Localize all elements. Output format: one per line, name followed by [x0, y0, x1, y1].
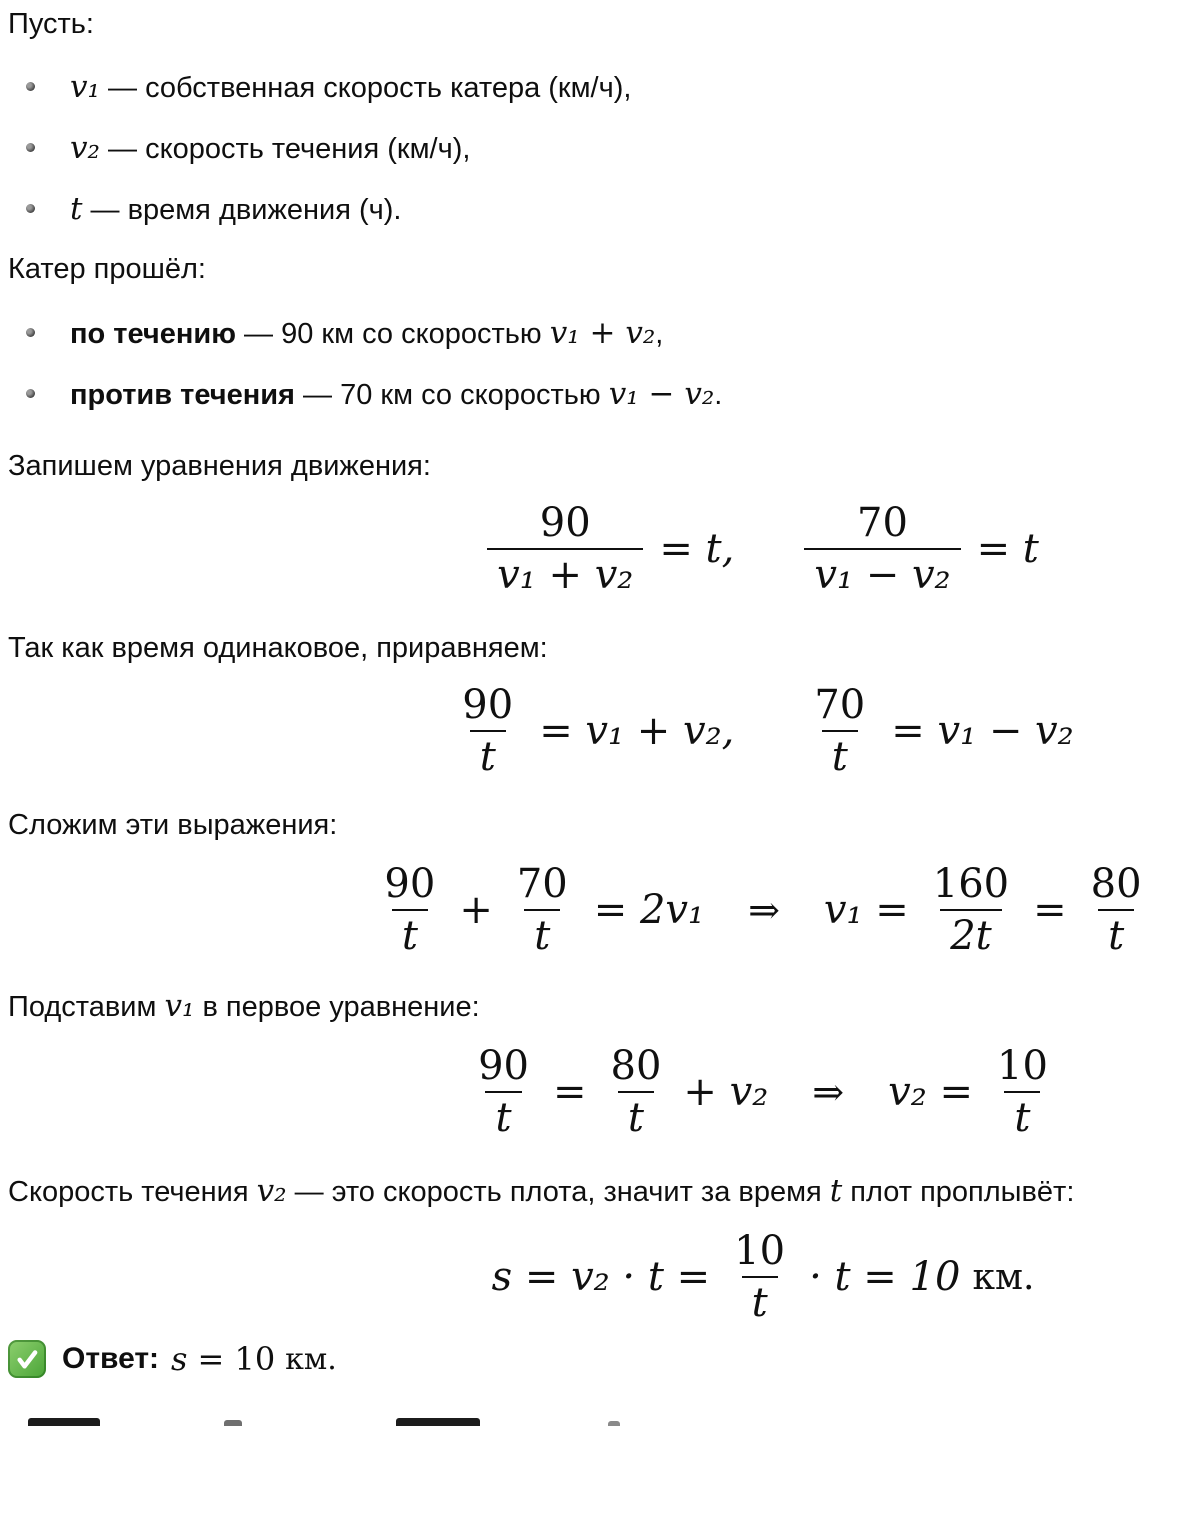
- equation-lhs: s = v₂ · t =: [491, 1254, 711, 1300]
- fraction-denominator: t: [485, 1091, 521, 1138]
- math-var: v₁: [164, 988, 195, 1024]
- fraction: [487, 500, 643, 598]
- raft-paragraph: [8, 1173, 1200, 1210]
- fraction-denominator: t: [618, 1091, 654, 1138]
- fraction-denominator: v₁ + v₂: [487, 548, 643, 595]
- definition-text: — собственная скорость катера (км/ч),: [99, 72, 632, 104]
- fraction: [724, 1228, 795, 1326]
- fraction-numerator: 90: [539, 500, 591, 546]
- text-run: Скорость течения: [8, 1176, 257, 1208]
- answer-row: [8, 1340, 1200, 1378]
- passed-list: [8, 314, 1200, 414]
- definitions-list: [8, 68, 1200, 229]
- math-var: t: [829, 1173, 843, 1209]
- equation-substitute: [8, 1043, 1200, 1141]
- fraction-denominator: t: [470, 730, 506, 777]
- fraction-denominator: 2t: [940, 909, 1002, 956]
- math-var: v₁: [70, 69, 100, 105]
- answer-value: = 10: [197, 1340, 276, 1378]
- fraction-denominator: t: [392, 909, 428, 956]
- fraction-numerator: 10: [997, 1043, 1048, 1089]
- equation-rhs: + v₂: [683, 1069, 769, 1115]
- clipped-glyph-fragment: [608, 1421, 620, 1426]
- fraction-numerator: 80: [1090, 861, 1142, 907]
- math-var: t: [70, 191, 83, 227]
- equation-rhs: = t: [976, 526, 1039, 572]
- intro-heading: Пусть:: [8, 8, 94, 40]
- sum-heading: Сложим эти выражения:: [8, 809, 338, 841]
- text-run: плот проплывёт:: [842, 1176, 1075, 1208]
- plus-operator: +: [459, 887, 493, 933]
- math-var: v₂: [256, 1173, 287, 1209]
- fraction: [804, 500, 960, 598]
- equation-equate: [8, 682, 1200, 780]
- equation-rhs: · t = 10: [809, 1254, 961, 1300]
- fraction: [1081, 861, 1152, 959]
- fraction-numerator: 90: [478, 1043, 529, 1089]
- check-mark-icon: [8, 1340, 46, 1378]
- fraction-numerator: 10: [734, 1228, 786, 1274]
- fraction-numerator: 80: [610, 1043, 662, 1089]
- check-glyph: [14, 1346, 40, 1372]
- equation-sum: [8, 861, 1200, 959]
- unit-text: км.: [972, 1256, 1035, 1298]
- fraction-numerator: 70: [814, 682, 866, 728]
- equation-rhs: = t,: [659, 526, 735, 572]
- bold-run: по течению: [70, 318, 236, 350]
- list-item: [8, 190, 1200, 229]
- clipped-glyph-fragment: [396, 1418, 480, 1426]
- list-item: [8, 129, 1200, 168]
- definition-text: — скорость течения (км/ч),: [99, 133, 471, 165]
- bullet-icon: [26, 328, 35, 337]
- fraction-denominator: t: [524, 909, 560, 956]
- math-run: v₁ − v₂: [608, 376, 715, 412]
- bullet-icon: [26, 204, 35, 213]
- fraction: [468, 1043, 539, 1141]
- implies-arrow-icon: ⇒: [812, 1070, 845, 1114]
- passed-heading: Катер прошёл:: [8, 253, 206, 285]
- fraction: [374, 861, 445, 959]
- text-run: в первое уравнение:: [194, 991, 480, 1023]
- math-run: v₁ + v₂: [549, 315, 656, 351]
- fraction-numerator: 70: [857, 500, 908, 546]
- list-item: [8, 375, 1200, 414]
- equate-heading: Так как время одинаковое, приравняем:: [8, 632, 548, 664]
- fraction: [804, 682, 875, 780]
- fraction-numerator: 70: [516, 861, 568, 907]
- equation-rhs: = 2v₁: [593, 887, 705, 933]
- fraction: [452, 682, 523, 780]
- equation-lhs: v₁ =: [823, 887, 909, 933]
- tail-run: .: [714, 379, 723, 411]
- fraction-denominator: v₁ − v₂: [804, 548, 960, 595]
- definition-text: — время движения (ч).: [82, 194, 402, 226]
- eq-motion-heading: Запишем уравнения движения:: [8, 450, 431, 482]
- fraction-numerator: 160: [932, 861, 1010, 907]
- equation-lhs: v₂ =: [888, 1069, 973, 1115]
- text-run: Подставим: [8, 991, 165, 1023]
- answer-unit: км.: [285, 1341, 337, 1377]
- implies-arrow-icon: ⇒: [748, 888, 780, 932]
- fraction: [601, 1043, 672, 1141]
- text-run: — это скорость плота, значит за время: [286, 1176, 830, 1208]
- clipped-glyph-fragment: [28, 1418, 100, 1426]
- equals-operator: =: [1033, 887, 1067, 933]
- text-run: — 70 км со скоростью: [294, 379, 609, 411]
- math-var: v₂: [70, 130, 100, 166]
- fraction: [923, 861, 1019, 959]
- equation-rhs: = v₁ − v₂: [891, 708, 1074, 754]
- bullet-icon: [26, 389, 35, 398]
- answer-label: Ответ:: [62, 1342, 160, 1375]
- clipped-text-line: [8, 1410, 1200, 1426]
- fraction-denominator: t: [742, 1276, 778, 1323]
- fraction: [507, 861, 578, 959]
- fraction-numerator: 90: [384, 861, 436, 907]
- fraction-denominator: t: [822, 730, 858, 777]
- bullet-icon: [26, 143, 35, 152]
- fraction-denominator: t: [1098, 909, 1134, 956]
- answer-var: s: [171, 1340, 188, 1378]
- equals-operator: =: [552, 1069, 587, 1115]
- subst-heading: [8, 988, 1200, 1025]
- tail-run: ,: [655, 318, 664, 350]
- list-item: [8, 314, 1200, 353]
- fraction: [987, 1043, 1058, 1141]
- fraction-denominator: t: [1004, 1091, 1040, 1138]
- equation-motion: [8, 500, 1200, 598]
- bold-run: против течения: [70, 379, 295, 411]
- equation-rhs: = v₁ + v₂,: [539, 708, 735, 754]
- bullet-icon: [26, 82, 35, 91]
- list-item: [8, 68, 1200, 107]
- text-run: — 90 км со скоростью: [235, 318, 550, 350]
- clipped-glyph-fragment: [224, 1420, 242, 1426]
- fraction-numerator: 90: [462, 682, 514, 728]
- equation-raft: [8, 1228, 1200, 1326]
